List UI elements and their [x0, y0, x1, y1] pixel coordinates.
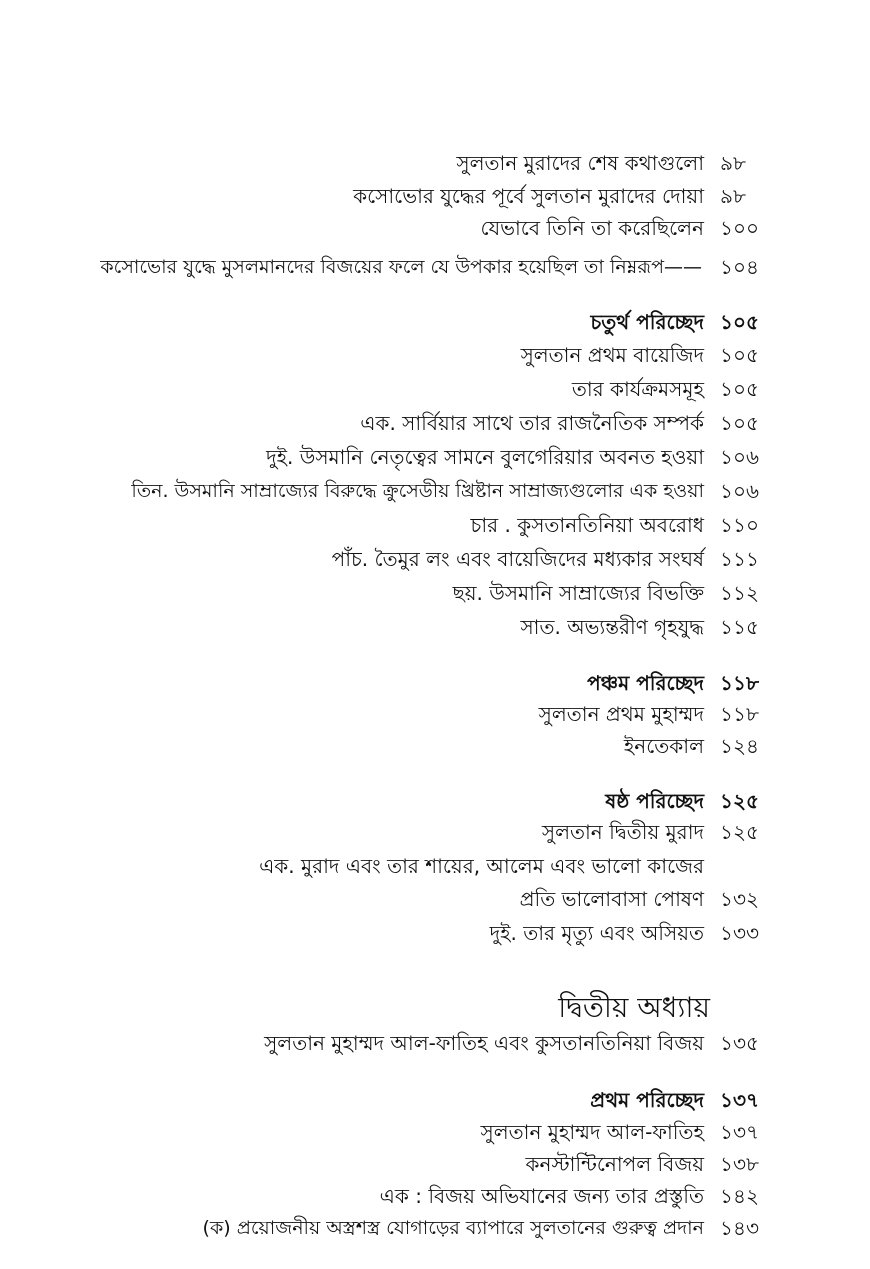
toc-entry-title: পাঁচ. তৈমুর লং এবং বায়েজিদের মধ্যকার সংঘর্ষ — [331, 547, 704, 571]
section-heading — [0, 307, 870, 337]
toc-entry-title: সুলতান মুহাম্মদ আল-ফাতিহ এবং কুসতানতিনিয়া বিজয় — [264, 1031, 704, 1055]
toc-entry — [0, 544, 870, 574]
toc-entry-page: ১১১ — [720, 547, 759, 571]
toc-entry — [0, 817, 870, 847]
toc-entry — [0, 374, 870, 404]
toc-entry-page: ১৪৩ — [720, 1216, 759, 1240]
toc-entry — [0, 1028, 870, 1058]
toc-entry-title: প্রতি ভালোবাসা পোষণ — [519, 887, 704, 911]
toc-entry-page: ১৩২ — [720, 887, 759, 911]
section-heading — [0, 786, 870, 816]
toc-entry-page: ১৩৮ — [720, 1152, 759, 1176]
toc-entry — [0, 476, 870, 506]
toc-entry-page: ১০৪ — [720, 255, 759, 279]
toc-entry — [0, 1149, 870, 1179]
section-heading-title: পঞ্চম পরিচ্ছেদ — [587, 671, 704, 695]
toc-entry-title: চার . কুসতানতিনিয়া অবরোধ — [470, 513, 704, 537]
toc-entry-title: তার কার্যক্রমসমূহ — [571, 377, 704, 401]
toc-entry-title: এক : বিজয় অভিযানের জন্য তার প্রস্তুতি — [379, 1184, 704, 1208]
toc-entry-page: ১৩৩ — [720, 921, 759, 945]
section-heading-page: ১৩৭ — [720, 1088, 759, 1112]
toc-entry — [0, 731, 870, 761]
chapter-heading — [0, 993, 870, 1023]
toc-entry-title: ইনতেকাল — [623, 734, 704, 758]
toc-entry-page: ১০৫ — [720, 377, 759, 401]
toc-entry-page: ১১২ — [720, 581, 759, 605]
toc-entry-page: ১৪২ — [720, 1184, 759, 1208]
section-heading-title: প্রথম পরিচ্ছেদ — [590, 1088, 704, 1112]
section-heading-page: ১১৮ — [720, 671, 759, 695]
toc-entry-title: কসোভোর যুদ্ধে মুসলমানদের বিজয়ের ফলে যে উপকার হয়েছিল তা নিম্নরূপ—— — [100, 256, 702, 278]
toc-entry-title: সাত. অভ্যন্তরীণ গৃহযুদ্ধ — [520, 615, 704, 639]
toc-entry-title: তিন. উসমানি সাম্রাজ্যের বিরুদ্ধে ক্রুসেডীয় খ্রিষ্টান সাম্রাজ্যগুলোর এক হওয়া — [131, 480, 704, 502]
toc-entry-page: ১০০ — [720, 216, 759, 240]
toc-entry-page: ১০৬ — [720, 479, 759, 503]
toc-entry — [0, 340, 870, 370]
toc-entry-page: ১২৫ — [720, 820, 759, 844]
toc-entry-title: দুই. তার মৃত্যু এবং অসিয়ত — [489, 921, 704, 945]
toc-entry-title: সুলতান মুরাদের শেষ কথাগুলো — [456, 151, 704, 175]
toc-entry-title: কনস্টান্টিনোপল বিজয় — [525, 1152, 704, 1176]
section-heading — [0, 668, 870, 698]
section-heading-title: চতুর্থ পরিচ্ছেদ — [590, 310, 704, 334]
toc-entry-page: ১৩৫ — [720, 1031, 759, 1055]
toc-entry-page: ৯৮ — [720, 151, 746, 175]
toc-entry — [0, 884, 870, 914]
toc-entry-page: ৯৮ — [720, 184, 746, 208]
toc-entry-page: ১০৫ — [720, 411, 759, 435]
section-heading-page: ১০৫ — [720, 310, 759, 334]
toc-entry-title: সুলতান প্রথম বায়েজিদ — [520, 343, 704, 367]
toc-entry — [0, 699, 870, 729]
toc-entry-page: ১১৮ — [720, 702, 759, 726]
toc-entry-title: দুই. উসমানি নেতৃত্বের সামনে বুলগেরিয়ার অবনত হওয়া — [266, 445, 704, 469]
toc-entry — [0, 510, 870, 540]
toc-entry-title: এক. সার্বিয়ার সাথে তার রাজনৈতিক সম্পর্ক — [360, 411, 704, 435]
toc-entry-title: যেভাবে তিনি তা করেছিলেন — [480, 216, 704, 240]
toc-entry-title: এক. মুরাদ এবং তার শায়ের, আলেম এবং ভালো কাজের — [259, 854, 704, 878]
toc-entry-page: ১০৬ — [720, 445, 759, 469]
toc-entry-title: সুলতান মুহাম্মদ আল-ফাতিহ — [480, 1120, 704, 1144]
toc-entry-title: সুলতান প্রথম মুহাম্মদ — [538, 702, 704, 726]
toc-entry-title: (ক) প্রয়োজনীয় অস্ত্রশস্ত্র যোগাড়ের ব্যাপারে সুলতানের গুরুত্ব প্রদান — [202, 1217, 704, 1239]
toc-entry-title: কসোভোর যুদ্ধের পূর্বে সুলতান মুরাদের দোয়া — [353, 184, 704, 208]
toc-entry — [0, 578, 870, 608]
toc-entry — [0, 252, 870, 282]
toc-entry-title: সুলতান দ্বিতীয় মুরাদ — [541, 820, 704, 844]
toc-entry — [0, 1117, 870, 1147]
toc-entry — [0, 213, 870, 243]
toc-entry — [0, 148, 870, 178]
toc-entry — [0, 181, 870, 211]
toc-entry-title: ছয়. উসমানি সাম্রাজ্যের বিভক্তি — [452, 581, 704, 605]
toc-entry — [0, 851, 870, 881]
toc-entry — [0, 918, 870, 948]
toc-entry-page: ১১৫ — [720, 615, 759, 639]
section-heading-title: ষষ্ঠ পরিচ্ছেদ — [605, 789, 704, 813]
toc-entry — [0, 408, 870, 438]
toc-entry-page: ১২৪ — [720, 734, 759, 758]
toc-entry-page: ১৩৭ — [720, 1120, 759, 1144]
toc-entry — [0, 612, 870, 642]
toc-entry — [0, 1213, 870, 1243]
section-heading — [0, 1085, 870, 1115]
toc-entry — [0, 442, 870, 472]
toc-entry — [0, 1181, 870, 1211]
chapter-title: দ্বিতীয় অধ্যায় — [558, 991, 710, 1024]
toc-entry-page: ১১০ — [720, 513, 759, 537]
toc-entry-page: ১০৫ — [720, 343, 759, 367]
section-heading-page: ১২৫ — [720, 789, 759, 813]
